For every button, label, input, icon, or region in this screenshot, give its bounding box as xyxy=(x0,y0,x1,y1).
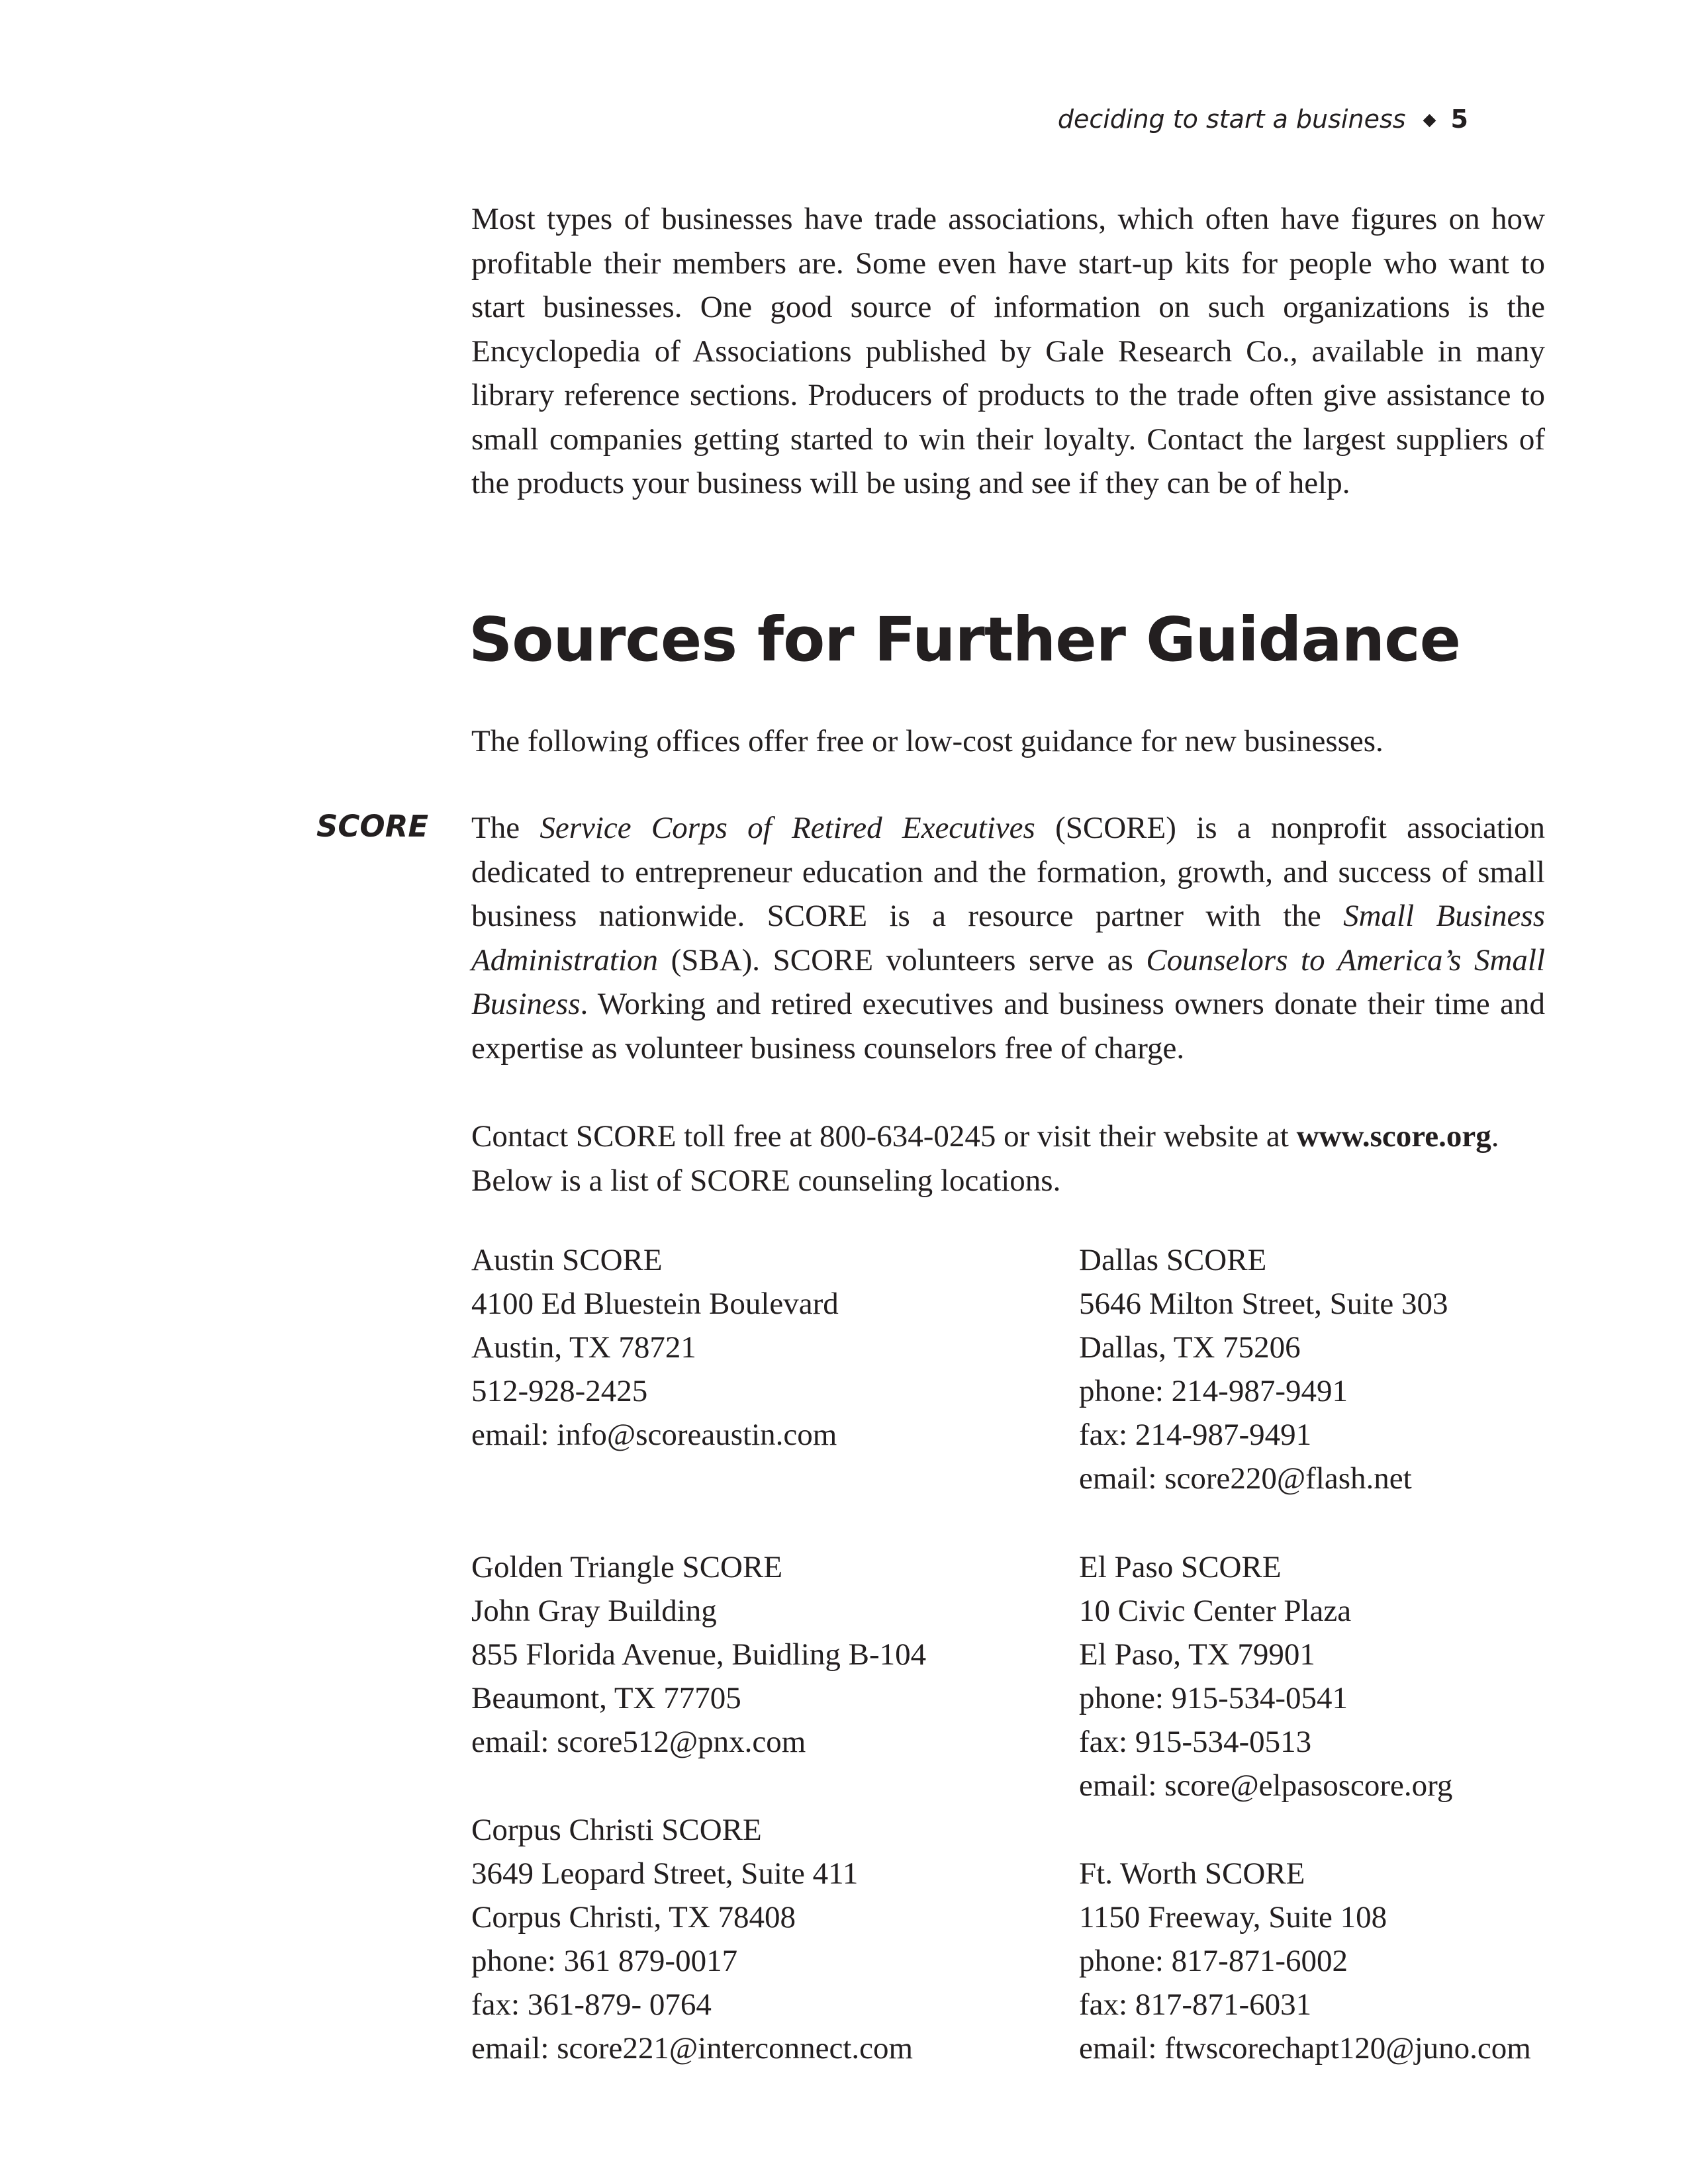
location-name: Austin SCORE xyxy=(471,1243,663,1277)
location-ft-worth xyxy=(1079,1852,1531,2070)
location-golden-triangle xyxy=(471,1545,926,1764)
location-line: phone: 214-987-9491 xyxy=(1079,1374,1348,1408)
location-line: Corpus Christi, TX 78408 xyxy=(471,1900,796,1934)
location-line: phone: 361 879-0017 xyxy=(471,1944,738,1978)
running-head xyxy=(1058,105,1468,134)
location-line: 855 Florida Avenue, Buidling B-104 xyxy=(471,1637,927,1672)
location-austin xyxy=(471,1238,839,1457)
location-el-paso xyxy=(1079,1545,1452,1807)
location-line: 5646 Milton Street, Suite 303 xyxy=(1079,1287,1448,1321)
location-name: Corpus Christi SCORE xyxy=(471,1813,762,1847)
location-line: email: score512@pnx.com xyxy=(471,1725,806,1759)
score-desc-italic-1: Service Corps of Retired Executives xyxy=(539,811,1035,845)
location-line: fax: 214-987-9491 xyxy=(1079,1418,1312,1452)
location-line: email: ftwscorechapt120@juno.com xyxy=(1079,2031,1531,2066)
location-name: Golden Triangle SCORE xyxy=(471,1550,783,1584)
running-head-title: deciding to start a business xyxy=(1057,105,1406,134)
location-line: fax: 915-534-0513 xyxy=(1079,1725,1312,1759)
section-heading: Sources for Further Guidance xyxy=(469,604,1460,675)
location-dallas xyxy=(1079,1238,1448,1500)
location-line: Beaumont, TX 77705 xyxy=(471,1681,741,1715)
score-website-link[interactable]: www.score.org xyxy=(1296,1119,1491,1154)
contact-text: Contact SCORE toll free at 800-634-0245 or visit their website at xyxy=(471,1119,1297,1154)
location-line: 10 Civic Center Plaza xyxy=(1079,1594,1352,1628)
location-corpus-christi xyxy=(471,1808,913,2070)
location-line: fax: 361-879- 0764 xyxy=(471,1987,712,2022)
score-desc-text-4: . Working and retired executives and business owners donate their time and expertise as volunteer business counselors free of charge. xyxy=(471,987,1545,1066)
location-line: 3649 Leopard Street, Suite 411 xyxy=(471,1856,859,1891)
score-description xyxy=(471,806,1545,1070)
location-line: 4100 Ed Bluestein Boulevard xyxy=(471,1287,839,1321)
section-intro: The following offices offer free or low-cost guidance for new businesses. xyxy=(471,724,1383,758)
page-number: 5 xyxy=(1450,105,1468,134)
location-line: John Gray Building xyxy=(471,1594,717,1628)
location-line: 1150 Freeway, Suite 108 xyxy=(1079,1900,1387,1934)
score-desc-text-2: (SCORE) is a nonprofit association dedicated to entrepreneur education and the formation, growth, and success of small business nationwide. SCORE is a resource partner with the xyxy=(471,811,1545,933)
score-desc-italic-3: Counselors to America’s Small Business xyxy=(471,942,1545,1021)
location-line: email: score220@flash.net xyxy=(1079,1461,1412,1496)
location-name: Dallas SCORE xyxy=(1079,1243,1267,1277)
location-line: email: score221@interconnect.com xyxy=(471,2031,914,2066)
score-desc-italic-2: Small Business Administration xyxy=(471,899,1545,978)
score-contact xyxy=(471,1115,1545,1203)
diamond-separator-icon: ◆ xyxy=(1423,110,1436,130)
location-line: 512-928-2425 xyxy=(471,1374,648,1408)
location-line: phone: 915-534-0541 xyxy=(1079,1681,1348,1715)
location-name: El Paso SCORE xyxy=(1079,1550,1282,1584)
location-line: Austin, TX 78721 xyxy=(471,1330,696,1365)
contact-line-2: Below is a list of SCORE counseling locations. xyxy=(471,1163,1061,1198)
location-line: phone: 817-871-6002 xyxy=(1079,1944,1348,1978)
score-desc-text-1: The xyxy=(471,811,540,845)
location-line: El Paso, TX 79901 xyxy=(1079,1637,1315,1672)
location-name: Ft. Worth SCORE xyxy=(1079,1856,1305,1891)
contact-end: . xyxy=(1491,1119,1499,1154)
sidebar-label-score: SCORE xyxy=(316,809,429,844)
location-line: fax: 817-871-6031 xyxy=(1079,1987,1312,2022)
location-line: email: info@scoreaustin.com xyxy=(471,1418,837,1452)
location-line: email: score@elpasoscore.org xyxy=(1079,1768,1453,1803)
location-line: Dallas, TX 75206 xyxy=(1079,1330,1301,1365)
score-desc-text-3: (SBA). SCORE volunteers serve as xyxy=(658,942,1147,978)
intro-paragraph: Most types of businesses have trade associations, which often have figures on how profitable their members are. Some even have start-up kits for people who want to start businesses. One good source of information on such organizations is the Encyclopedia of Associations published by Gale Research Co., available in many library reference sections. Producers of products to the trade often give assistance to small companies getting started to win their loyalty. Contact the largest suppliers of the products your business will be using and see if they can be of help. xyxy=(471,202,1545,500)
